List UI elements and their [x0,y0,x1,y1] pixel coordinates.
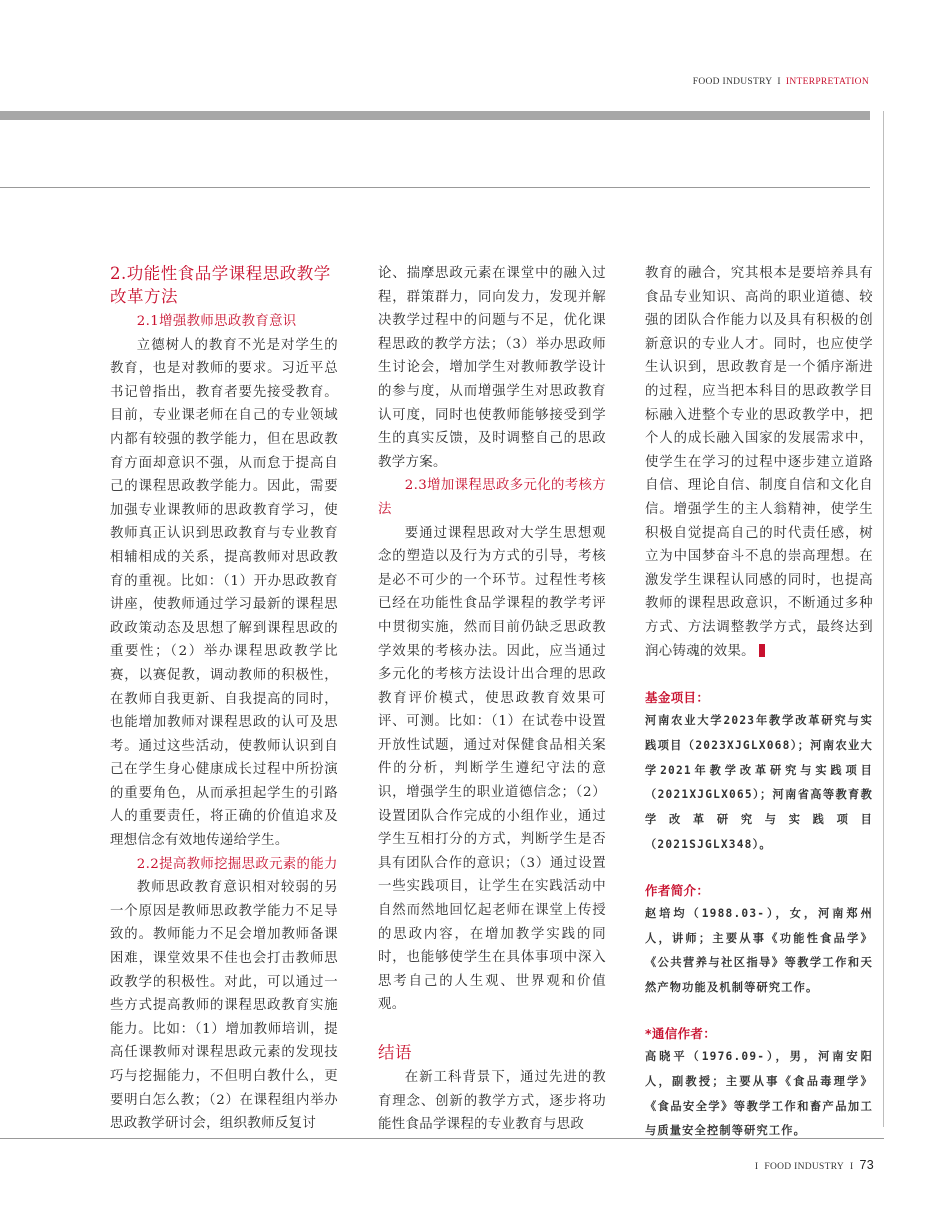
paragraph: 论、揣摩思政元素在课堂中的融入过程，群策群力，同向发力，发现并解决教学过程中的问题与不足，优化课程思政的教学方法；（3）举办思政师生讨论会，增加学生对教师教学设计的参与度，从而增强学生对思政教育认可度，同时也使教师能够接受到学生的真实反馈，及时调整自己的思政教学方案。 [378,266,606,470]
fund-title: 基金项目： [645,690,710,706]
column-2 [378,262,606,1137]
author-title: 作者简介： [645,882,710,898]
footer-journal: FOOD INDUSTRY [764,1162,845,1172]
conclusion-heading: 结语 [378,1043,412,1062]
header-journal: FOOD INDUSTRY [692,77,773,87]
divider-vertical [883,111,884,1127]
paragraph: 立德树人的教育不光是对学生的教育，也是对教师的要求。习近平总书记曾指出，教育者要先接受教育。目前，专业课老师在自己的专业领域内都有较强的教学能力，但在思政教育方面却意识不强，从而怠于提高自己的课程思政教学能力。因此，需要加强专业课教师的思政教育学习，使教师真正认识到思政教育与专业教育相辅相成的关系，提高教师对思政教育的重视。比如：（1）开办思政教育讲座，使教师通过学习最新的课程思政政策动态及思想了解到课程思政的重要性；（2）举办课程思政教学比赛，以赛促教，调动教师的积极性，在教师自我更新、自我提高的同时，也能增加教师对课程思政的认可及思考。通过这些活动，使教师认识到自己在学生身心健康成长过程中所扮演的重要角色，从而承担起学生的引路人的重要责任，将正确的价值追求及理想信念有效地传递给学生。 [110,337,338,849]
subheading-2-1: 2.1增强教师思政教育意识 [136,314,297,329]
paragraph-text: 教育的融合，究其根本是要培养具有食品专业知识、高尚的职业道德、较强的团队合作能力以及具有积极的创新意识的专业人才。同时，也应使学生认识到，思政教育是一个循序渐进的过程，应当把本科目的思政教学目标融入进整个专业的思政教学中，把个人的成长融入国家的发展需求中，使学生在学习的过程中逐步建立道路自信、理论自信、制度自信和文化自信。增强学生的主人翁精神，使学生积极自觉提高自己的时代责任感，树立为中国梦奋斗不息的崇高理想。在激发学生课程认同感的同时，也提高教师的课程思政意识，不断通过多种方式、方法调整教学方式，最终达到润心铸魂的效果。 [645,266,873,659]
column-1 [110,262,338,1136]
paragraph-end [645,262,873,663]
footer-separator: I [850,1162,854,1172]
paragraph: 在新工科背景下，通过先进的教育理念、创新的教学方式，逐步将功能性食品学课程的专业教育与思政 [378,1070,606,1133]
paragraph: 要通过课程思政对大学生思想观念的塑造以及行为方式的引导，考核是必不可少的一个环节。过程性考核已经在功能性食品学课程的教学考评中贯彻实施，然而目前仍缺乏思政教学效果的考核办法。因此，应当通过多元化的考核方法设计出合理的思政教育评价模式，使思政教育效果可评、可测。比如：（1）在试卷中设置开放性试题，通过对保健食品相关案件的分析，判断学生遵纪守法的意识，增强学生的职业道德信念；（2）设置团队合作完成的小组作业，通过学生互相打分的方式，判断学生是否具有团队合作的意识；（3）通过设置一些实践项目，让学生在实践活动中自然而然地回忆起老师在课堂上传授的思政内容，在增加教学实践的同时，也能够使学生在具体事项中深入思考自己的人生观、世界观和价值观。 [378,525,606,1013]
running-footer [749,1158,874,1172]
subheading-2-2: 2.2提高教师挖掘思政元素的能力 [136,856,338,872]
column-3 [645,262,873,1144]
running-header [693,77,869,87]
corresponding-author-text: 高晓平（1976.09-），男，河南安阳人，副教授；主要从事《食品毒理学》《食品安全学》等教学工作和畜产品加工与质量安全控制等研究工作。 [645,1050,873,1138]
corresponding-author-title: *通信作者： [645,1026,717,1042]
divider-top [0,187,870,188]
fund-text: 河南农业大学2023年教学改革研究与实践项目（2023XJGLX068）；河南农业大学2021年教学改革研究与实践项目（2021XJGLX065）；河南省高等教育教学改革研究与实践项目（2021SJGLX348）。 [645,714,873,852]
paragraph: 教师思政教育意识相对较弱的另一个原因是教师思政教学能力不足导致的。教师能力不足会增加教师备课困难，课堂效果不佳也会打击教师思政教学的积极性。对此，可以通过一些方式提高教师的课程思政教育实施能力。比如：（1）增加教师培训，提高任课教师对课程思政元素的发现技巧与挖掘能力，不但明白教什么，更要明白怎么教；（2）在课程组内举办思政教学研讨会，组织教师反复讨 [110,880,338,1132]
header-grey-bar [0,111,870,120]
subheading-2-3: 2.3增加课程思政多元化的考核方法 [378,478,606,517]
author-text: 赵培均（1988.03-），女，河南郑州人，讲师；主要从事《功能性食品学》《公共营养与社区指导》等教学工作和天然产物功能及机制等研究工作。 [645,906,873,995]
section-heading: 2.功能性食品学课程思政教学改革方法 [110,264,331,306]
header-section: INTERPRETATION [785,77,869,87]
header-separator: I [777,77,781,87]
footer-separator: I [754,1162,759,1172]
page-number: 73 [859,1158,874,1172]
end-mark-icon [759,644,765,657]
